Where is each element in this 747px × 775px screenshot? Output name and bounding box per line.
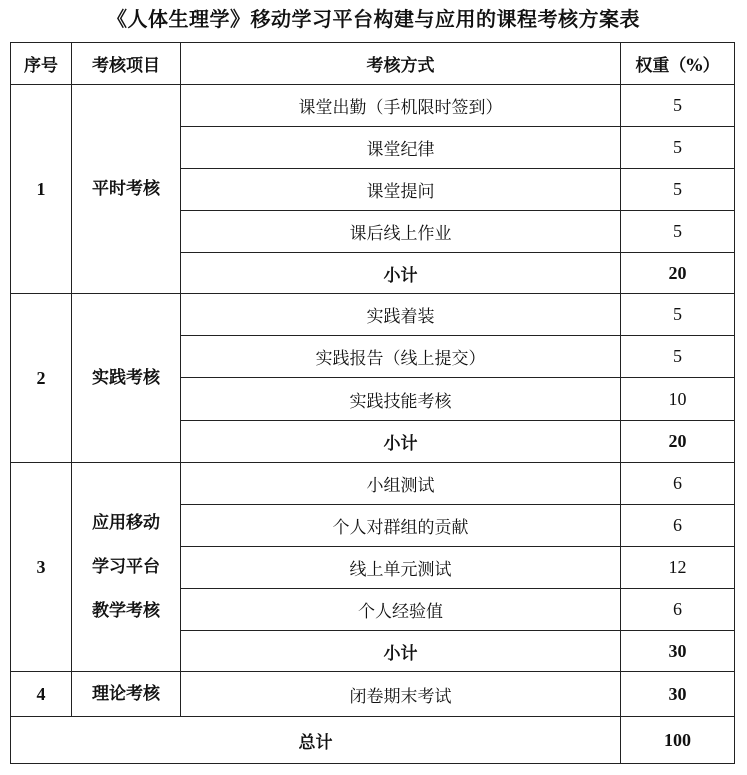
- header-item: 考核项目: [72, 43, 181, 85]
- subtotal-weight: 20: [621, 421, 735, 463]
- weight-value: 5: [621, 85, 735, 127]
- table-title: 《人体生理学》移动学习平台构建与应用的课程考核方案表: [107, 7, 640, 31]
- subtotal-label: 小计: [181, 631, 621, 672]
- assessment-method: 个人对群组的贡献: [181, 505, 621, 547]
- weight-value: 5: [621, 127, 735, 169]
- header-row: [11, 43, 735, 85]
- assessment-method: 实践着装: [181, 294, 621, 336]
- assessment-method: 课后线上作业: [181, 211, 621, 253]
- table-row: [11, 294, 735, 336]
- total-row: [11, 717, 735, 764]
- assessment-method: 闭卷期末考试: [181, 672, 621, 717]
- weight-value: 5: [621, 169, 735, 211]
- subtotal-weight: 30: [621, 631, 735, 672]
- weight-value: 6: [621, 589, 735, 631]
- header-method: 考核方式: [181, 43, 621, 85]
- assessment-item: [72, 672, 181, 717]
- assessment-method: 线上单元测试: [181, 547, 621, 589]
- weight-value: 5: [621, 211, 735, 253]
- table-body: [11, 85, 735, 764]
- assessment-item-line: 平时考核: [92, 179, 160, 199]
- assessment-item-line: 理论考核: [92, 684, 160, 704]
- table-row: [11, 463, 735, 505]
- assessment-item-line: 学习平台: [92, 557, 160, 577]
- assessment-method: 课堂提问: [181, 169, 621, 211]
- weight-value: 30: [621, 672, 735, 717]
- subtotal-label: 小计: [181, 421, 621, 463]
- total-label: 总计: [11, 717, 621, 764]
- assessment-item: [72, 463, 181, 672]
- weight-value: 5: [621, 336, 735, 378]
- weight-value: 5: [621, 294, 735, 336]
- assessment-table: [10, 42, 735, 764]
- row-number: 4: [11, 672, 72, 717]
- table-row: [11, 672, 735, 717]
- subtotal-weight: 20: [621, 253, 735, 294]
- row-number: 2: [11, 294, 72, 463]
- row-number: 3: [11, 463, 72, 672]
- weight-value: 6: [621, 463, 735, 505]
- assessment-method: 实践技能考核: [181, 378, 621, 421]
- assessment-method: 课堂出勤（手机限时签到）: [181, 85, 621, 127]
- weight-value: 6: [621, 505, 735, 547]
- assessment-item-line: 应用移动: [92, 513, 160, 533]
- header-no: 序号: [11, 43, 72, 85]
- row-number: 1: [11, 85, 72, 294]
- header-weight: 权重（%）: [621, 43, 735, 85]
- assessment-item: [72, 85, 181, 294]
- assessment-method: 小组测试: [181, 463, 621, 505]
- subtotal-label: 小计: [181, 253, 621, 294]
- assessment-method: 课堂纪律: [181, 127, 621, 169]
- assessment-item-line: 实践考核: [92, 368, 160, 388]
- assessment-method: 个人经验值: [181, 589, 621, 631]
- weight-value: 12: [621, 547, 735, 589]
- total-weight: 100: [621, 717, 735, 764]
- weight-value: 10: [621, 378, 735, 421]
- assessment-item: [72, 294, 181, 463]
- table-row: [11, 85, 735, 127]
- assessment-item-line: 教学考核: [92, 601, 160, 621]
- assessment-method: 实践报告（线上提交）: [181, 336, 621, 378]
